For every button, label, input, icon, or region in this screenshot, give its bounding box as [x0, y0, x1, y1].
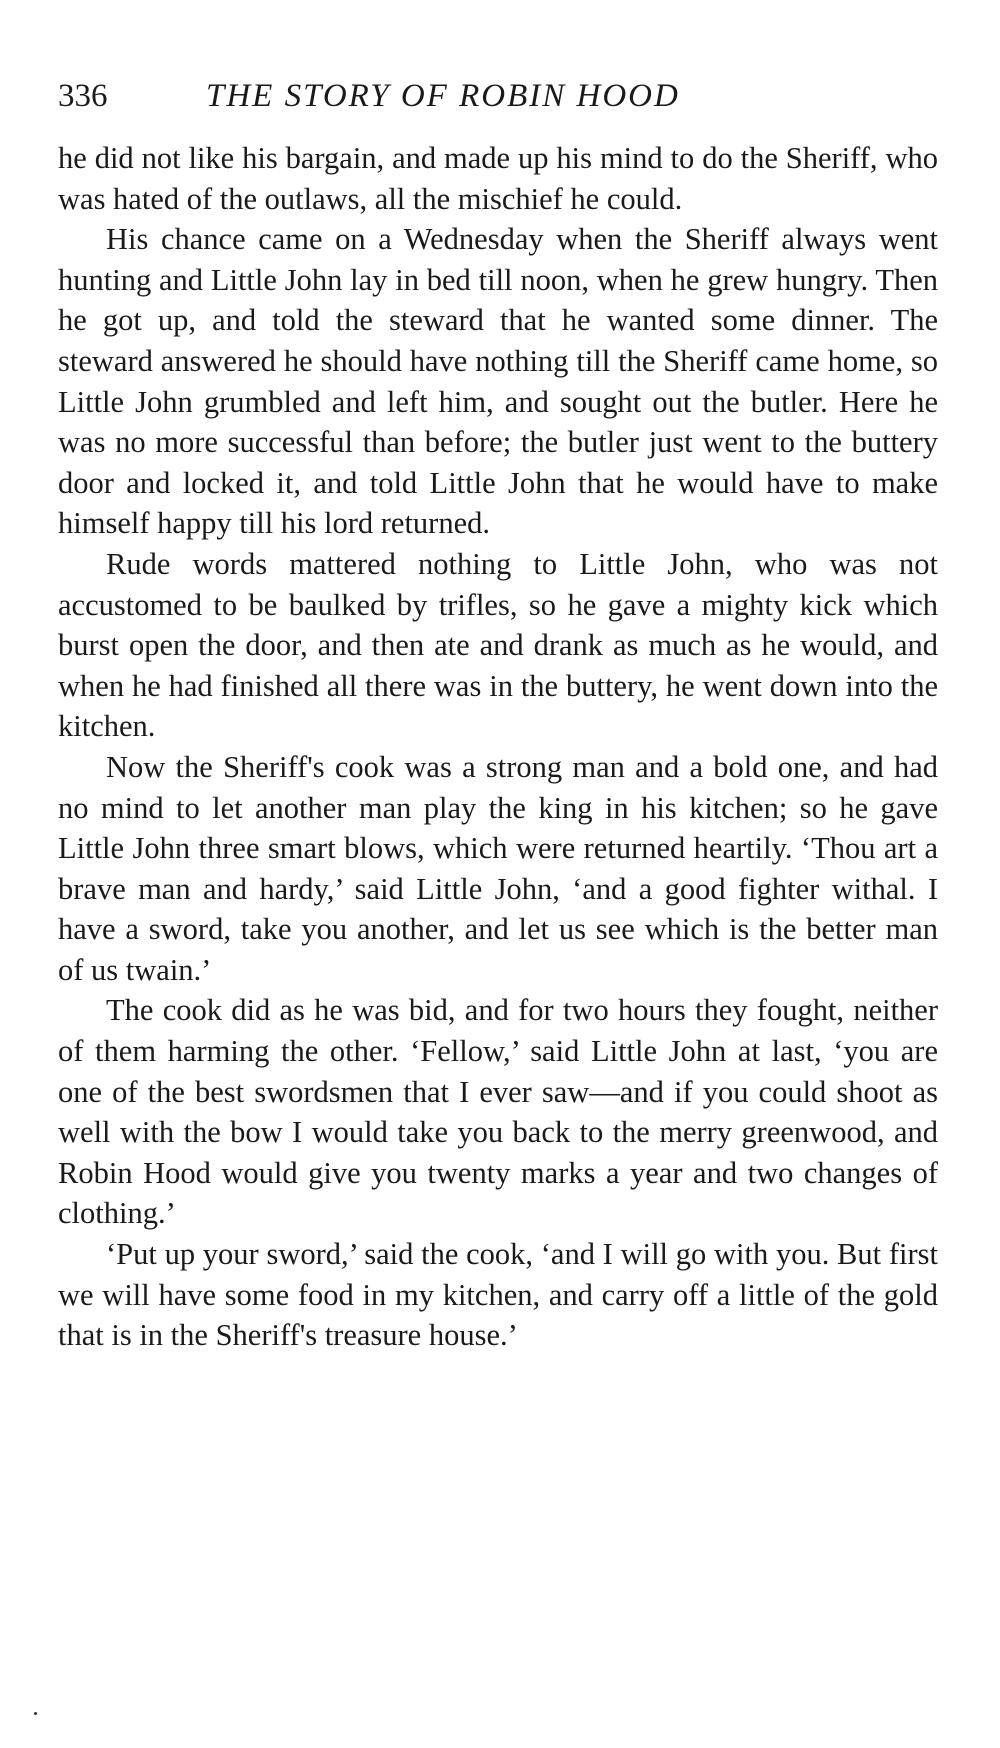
page-header [58, 70, 938, 118]
paragraph: His chance came on a Wednesday when the Sheriff always went hunting and Little John lay in bed till noon, when he grew hungry. Then he got up, and told the steward that he wanted some dinner. The steward answered he should have nothing till the Sheriff came home, so Little John grumbled and left him, and sought out the butler. Here he was no more successful than before; the butler just went to the buttery door and locked it, and told Little John that he would have to make himself happy till his lord returned. [58, 222, 938, 541]
running-title: THE STORY OF ROBIN HOOD [206, 78, 680, 114]
paragraph: Now the Sheriff's cook was a strong man and a bold one, and had no mind to let another man play the king in his kitchen; so he gave Little John three smart blows, which were returned heartily. ‘Thou art a brave man and hardy,’ said Little John, ‘and a good fighter withal. I have a sword, take you another, and let us see which is the better man of us twain.’ [58, 749, 938, 987]
book-page [58, 70, 938, 1356]
paragraph: Rude words mattered nothing to Little John, who was not accustomed to be baulked by trifles, so he gave a mighty kick which burst open the door, and then ate and drank as much as he would, and when he had finished all there was in the buttery, he went down into the kitchen. [58, 546, 938, 744]
page-number: 336 [58, 78, 108, 114]
body-text [58, 138, 938, 1356]
paragraph: ‘Put up your sword,’ said the cook, ‘and I will go with you. But first we will have some food in my kitchen, and carry off a little of the gold that is in the Sheriff's treasure house.’ [58, 1237, 938, 1353]
paragraph: The cook did as he was bid, and for two hours they fought, neither of them harming the other. ‘Fellow,’ said Little John at last, ‘you are one of the best swordsmen that I ever saw—and if you could shoot as well with the bow I would take you back to the merry greenwood, and Robin Hood would give you twenty marks a year and two changes of clothing.’ [58, 993, 938, 1231]
paragraph-continuation: he did not like his bargain, and made up his mind to do the Sheriff, who was hated of the outlaws, all the mischief he could. [58, 141, 938, 216]
print-speck [34, 1712, 37, 1715]
